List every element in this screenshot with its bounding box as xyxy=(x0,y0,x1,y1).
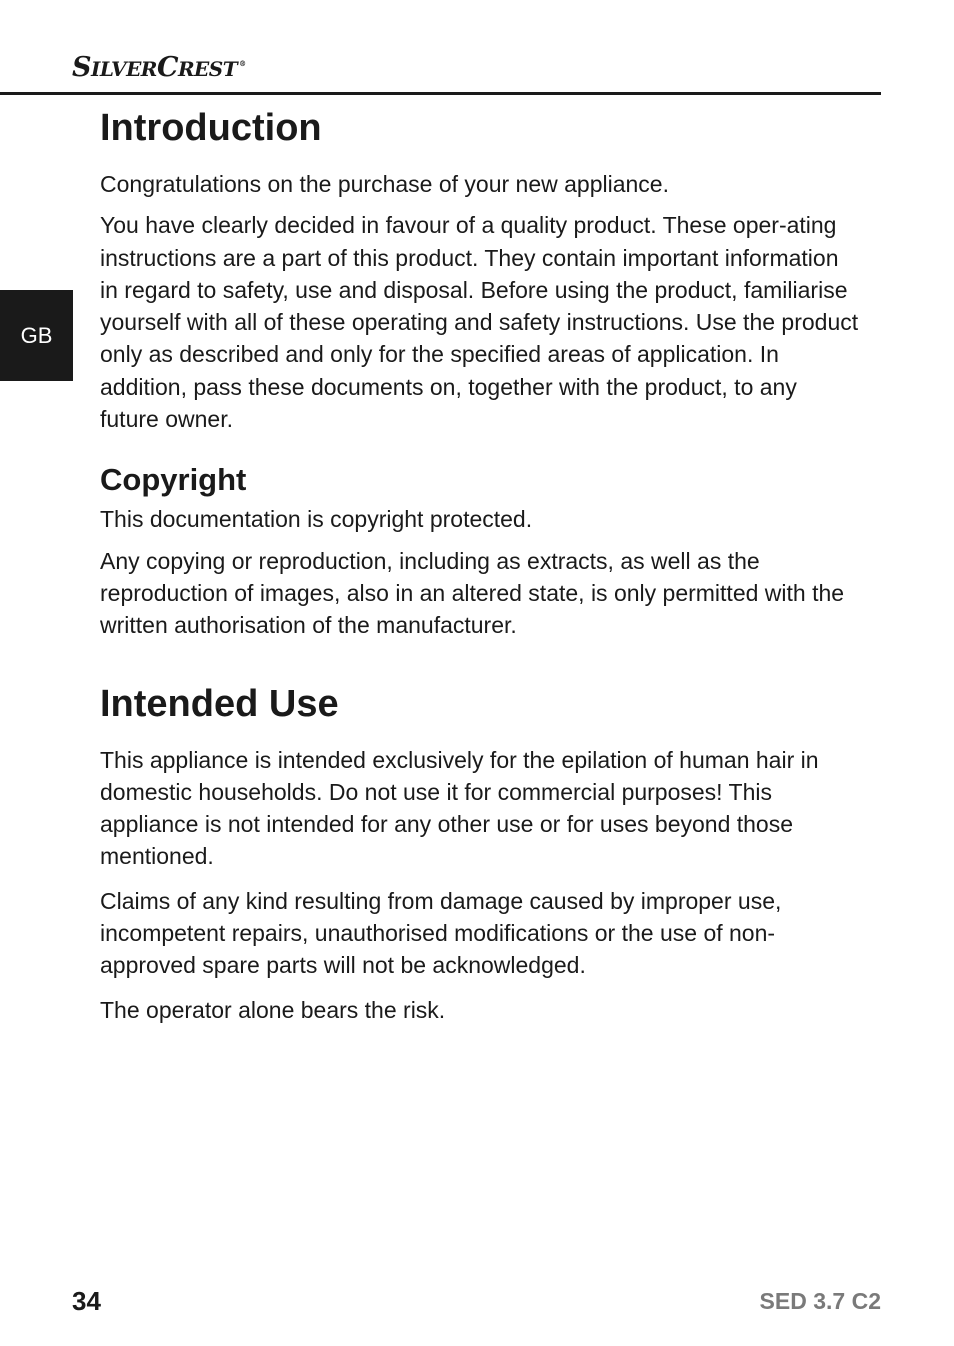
intended-use-paragraph-1: This appliance is intended exclusively for the epilation of human hair in domestic households. Do not use it for commercial purposes! This appliance is not intended for any other use or for uses beyond those mentioned. xyxy=(100,746,819,870)
brand-logo-part2: CREST xyxy=(156,52,238,83)
brand-logo-part1: SILVER xyxy=(72,52,157,83)
intended-use-heading: Intended Use xyxy=(100,682,339,725)
introduction-paragraph-2: You have clearly decided in favour of a quality product. These oper-ating instructions are a part of this product. They contain important information in regard to safety, use and disposal. Before using the product, familiarise yourself with all of these operating and safety instructions. Use the product only as described and only for the specified areas of application. In addition, pass these documents on, together with the product, to any future owner. xyxy=(100,212,859,433)
intended-use-paragraph-2: Claims of any kind resulting from damage caused by improper use, incompetent repairs, unauthorised modifications or the use of non-approved spare parts will not be acknowledged. xyxy=(100,887,782,979)
brand-logo xyxy=(72,52,246,83)
copyright-paragraph-2: Any copying or reproduction, including as extracts, as well as the reproduction of images, also in an altered state, is only permitted with the written authorisation of the manufacturer. xyxy=(100,547,845,639)
intended-use-paragraph-3: The operator alone bears the risk. xyxy=(100,996,446,1023)
registered-mark: ® xyxy=(239,59,246,68)
page-number: 34 xyxy=(72,1286,101,1316)
page-content xyxy=(100,102,860,1026)
language-tab-label: GB xyxy=(20,322,53,348)
introduction-paragraph-1: Congratulations on the purchase of your new appliance. xyxy=(100,171,669,197)
header-rule xyxy=(0,92,881,95)
language-tab xyxy=(0,290,73,381)
copyright-paragraph-1: This documentation is copyright protected. xyxy=(100,506,533,533)
introduction-heading: Introduction xyxy=(100,107,322,149)
copyright-heading: Copyright xyxy=(100,462,247,498)
model-number: SED 3.7 C2 xyxy=(759,1288,881,1314)
